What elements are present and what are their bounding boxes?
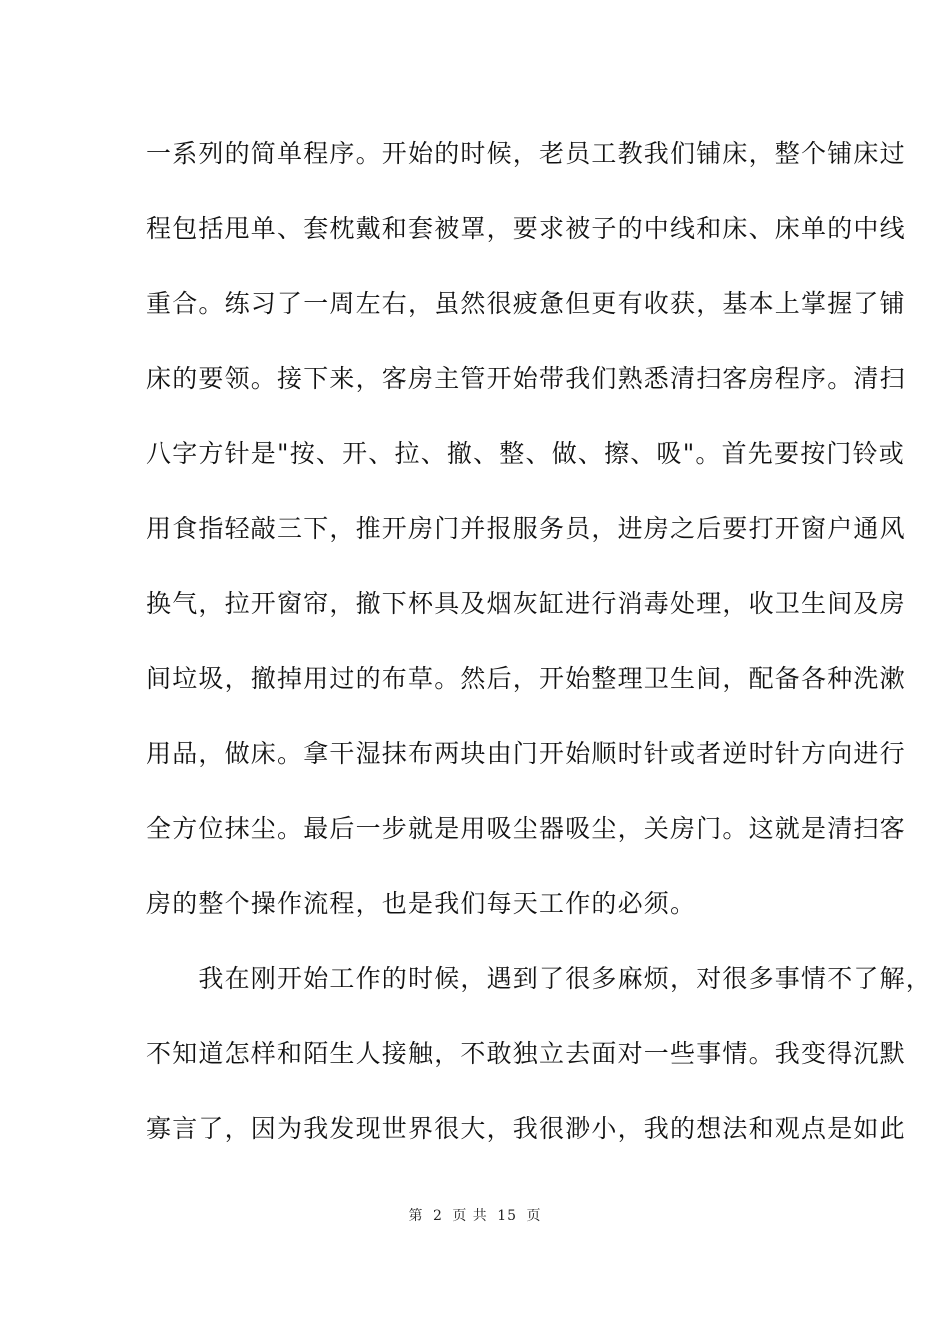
text-line: 我在刚开始工作的时候，遇到了很多麻烦，对很多事情不了解，: [146, 964, 933, 993]
text-line: 用食指轻敲三下，推开房门并报服务员，进房之后要打开窗户通风: [146, 514, 906, 543]
footer-prefix: 第: [408, 1208, 424, 1224]
text-line: 重合。练习了一周左右，虽然很疲惫但更有收获，基本上掌握了铺: [146, 289, 906, 318]
text-line: 不知道怎样和陌生人接触，不敢独立去面对一些事情。我变得沉默: [146, 1039, 906, 1068]
text-line: 寡言了，因为我发现世界很大，我很渺小，我的想法和观点是如此: [146, 1114, 906, 1143]
page-footer: [0, 1206, 950, 1226]
text-line: 间垃圾，撤掉用过的布草。然后，开始整理卫生间，配备各种洗漱: [146, 664, 906, 693]
text-line: 全方位抹尘。最后一步就是用吸尘器吸尘，关房门。这就是清扫客: [146, 814, 906, 843]
footer-page-total: 15: [497, 1208, 518, 1224]
text-line: 八字方针是"按、开、拉、撤、整、做、擦、吸"。首先要按门铃或: [146, 439, 906, 468]
footer-page-number: 2: [432, 1208, 443, 1224]
footer-suffix: 页: [526, 1208, 542, 1224]
text-line: 一系列的简单程序。开始的时候，老员工教我们铺床，整个铺床过: [146, 139, 906, 168]
footer-middle: 页 共: [452, 1208, 488, 1224]
text-line: 房的整个操作流程，也是我们每天工作的必须。: [146, 889, 697, 918]
text-line: 用品，做床。拿干湿抹布两块由门开始顺时针或者逆时针方向进行: [146, 739, 906, 768]
text-line: 床的要领。接下来，客房主管开始带我们熟悉清扫客房程序。清扫: [146, 364, 906, 393]
text-line: 换气，拉开窗帘，撤下杯具及烟灰缸进行消毒处理，收卫生间及房: [146, 589, 906, 618]
text-line: 程包括甩单、套枕戴和套被罩，要求被子的中线和床、床单的中线: [146, 214, 906, 243]
